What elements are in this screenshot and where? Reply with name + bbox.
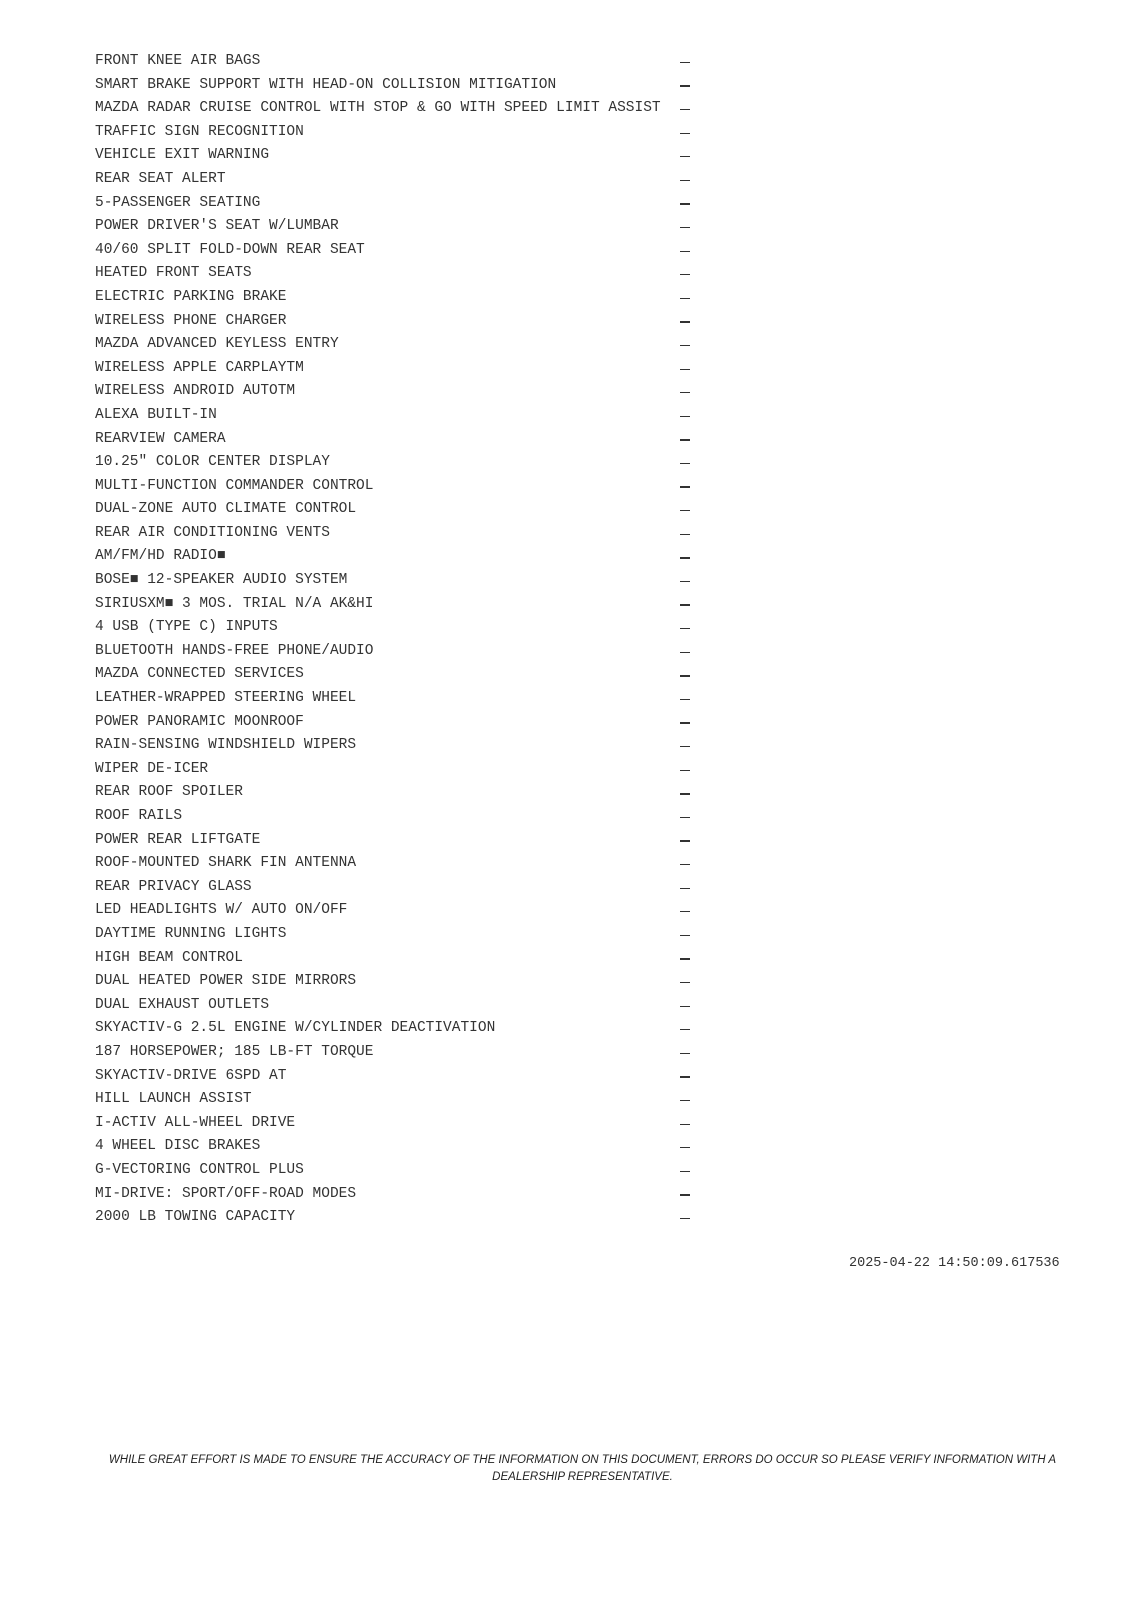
feature-value-dash xyxy=(680,392,690,393)
feature-label: 10.25" COLOR CENTER DISPLAY xyxy=(95,454,330,471)
feature-label: POWER DRIVER'S SEAT W/LUMBAR xyxy=(95,218,339,235)
feature-label: G-VECTORING CONTROL PLUS xyxy=(95,1161,304,1178)
feature-row xyxy=(95,380,695,404)
feature-row xyxy=(95,475,695,499)
feature-row xyxy=(95,215,695,239)
feature-label: ROOF RAILS xyxy=(95,808,183,824)
feature-value-dash xyxy=(680,1100,690,1101)
feature-row xyxy=(95,994,695,1018)
feature-value-dash xyxy=(680,958,690,959)
feature-value-dash xyxy=(680,251,690,252)
feature-row xyxy=(95,663,695,687)
feature-value-dash xyxy=(680,935,690,936)
feature-row xyxy=(95,1017,695,1041)
print-timestamp: 2025-04-22 14:50:09.617536 xyxy=(849,1256,1060,1271)
feature-row xyxy=(95,239,695,263)
feature-value-dash xyxy=(680,510,690,511)
feature-row xyxy=(95,74,695,98)
feature-row xyxy=(95,1135,695,1159)
feature-value-dash xyxy=(680,1053,690,1054)
feature-label: TRAFFIC SIGN RECOGNITION xyxy=(95,123,304,140)
feature-row xyxy=(95,593,695,617)
feature-label: SKYACTIV-G 2.5L ENGINE W/CYLINDER DEACTIVATION xyxy=(95,1020,496,1037)
feature-label: SMART BRAKE SUPPORT WITH HEAD-ON COLLISION MITIGATION xyxy=(95,76,557,93)
feature-label: 4 USB (TYPE C) INPUTS xyxy=(95,619,278,636)
feature-row xyxy=(95,970,695,994)
feature-value-dash xyxy=(680,982,690,983)
feature-row xyxy=(95,545,695,569)
feature-value-dash xyxy=(680,1194,690,1195)
feature-value-dash xyxy=(680,345,690,346)
feature-row xyxy=(95,1088,695,1112)
feature-label: DUAL-ZONE AUTO CLIMATE CONTROL xyxy=(95,501,357,518)
feature-row xyxy=(95,734,695,758)
feature-value-dash xyxy=(680,298,690,299)
feature-label: SIRIUSXM■ 3 MOS. TRIAL N/A AK&HI xyxy=(95,595,374,612)
feature-row xyxy=(95,121,695,145)
feature-value-dash xyxy=(680,840,690,841)
feature-list xyxy=(95,50,695,1230)
feature-value-dash xyxy=(680,1171,690,1172)
feature-label: I-ACTIV ALL-WHEEL DRIVE xyxy=(95,1114,296,1131)
feature-value-dash xyxy=(680,770,690,771)
feature-value-dash xyxy=(680,888,690,889)
feature-label: 187 HORSEPOWER; 185 LB-FT TORQUE xyxy=(95,1043,374,1060)
feature-row xyxy=(95,616,695,640)
feature-row xyxy=(95,333,695,357)
feature-label: BOSE■ 12-SPEAKER AUDIO SYSTEM xyxy=(95,572,348,589)
feature-label: WIPER DE-ICER xyxy=(95,760,209,777)
feature-value-dash xyxy=(680,793,690,794)
feature-label: AM/FM/HD RADIO■ xyxy=(95,548,226,565)
feature-label: ALEXA BUILT-IN xyxy=(95,406,217,423)
feature-row xyxy=(95,404,695,428)
feature-value-dash xyxy=(680,62,690,63)
feature-label: MAZDA ADVANCED KEYLESS ENTRY xyxy=(95,336,339,353)
feature-value-dash xyxy=(680,85,690,86)
feature-row xyxy=(95,947,695,971)
feature-row xyxy=(95,923,695,947)
feature-label: REAR AIR CONDITIONING VENTS xyxy=(95,524,330,541)
feature-value-dash xyxy=(680,817,690,818)
feature-value-dash xyxy=(680,864,690,865)
feature-value-dash xyxy=(680,534,690,535)
feature-value-dash xyxy=(680,1076,690,1077)
feature-row xyxy=(95,829,695,853)
feature-label: REARVIEW CAMERA xyxy=(95,430,226,447)
feature-row xyxy=(95,262,695,286)
feature-value-dash xyxy=(680,1218,690,1219)
feature-row xyxy=(95,899,695,923)
feature-value-dash xyxy=(680,581,690,582)
feature-label: HIGH BEAM CONTROL xyxy=(95,949,243,966)
feature-row xyxy=(95,781,695,805)
feature-label: WIRELESS ANDROID AUTOTM xyxy=(95,383,296,400)
feature-row xyxy=(95,451,695,475)
feature-value-dash xyxy=(680,1029,690,1030)
feature-value-dash xyxy=(680,699,690,700)
feature-label: WIRELESS PHONE CHARGER xyxy=(95,312,287,329)
feature-label: LED HEADLIGHTS W/ AUTO ON/OFF xyxy=(95,902,348,919)
feature-value-dash xyxy=(680,722,690,723)
feature-label: DUAL EXHAUST OUTLETS xyxy=(95,996,270,1013)
feature-row xyxy=(95,310,695,334)
feature-row xyxy=(95,1159,695,1183)
feature-value-dash xyxy=(680,369,690,370)
feature-label: 5-PASSENGER SEATING xyxy=(95,194,261,211)
feature-value-dash xyxy=(680,133,690,134)
feature-label: FRONT KNEE AIR BAGS xyxy=(95,53,261,69)
feature-label: MAZDA RADAR CRUISE CONTROL WITH STOP & GO WITH SPEED LIMIT ASSIST xyxy=(95,100,661,117)
feature-value-dash xyxy=(680,416,690,417)
feature-row xyxy=(95,687,695,711)
feature-value-dash xyxy=(680,652,690,653)
feature-label: MAZDA CONNECTED SERVICES xyxy=(95,666,304,683)
feature-row xyxy=(95,357,695,381)
feature-value-dash xyxy=(680,156,690,157)
feature-label: 2000 LB TOWING CAPACITY xyxy=(95,1209,296,1226)
feature-row xyxy=(95,640,695,664)
feature-row xyxy=(95,1041,695,1065)
feature-label: REAR ROOF SPOILER xyxy=(95,784,243,801)
feature-value-dash xyxy=(680,180,690,181)
feature-value-dash xyxy=(680,203,690,204)
feature-value-dash xyxy=(680,439,690,440)
feature-value-dash xyxy=(680,1124,690,1125)
feature-value-dash xyxy=(680,911,690,912)
feature-label: ELECTRIC PARKING BRAKE xyxy=(95,288,287,305)
feature-label: HILL LAUNCH ASSIST xyxy=(95,1091,252,1108)
feature-row xyxy=(95,192,695,216)
feature-label: REAR SEAT ALERT xyxy=(95,170,226,187)
feature-label: MULTI-FUNCTION COMMANDER CONTROL xyxy=(95,477,374,494)
feature-label: DUAL HEATED POWER SIDE MIRRORS xyxy=(95,973,357,990)
feature-row xyxy=(95,711,695,735)
feature-row xyxy=(95,286,695,310)
feature-label: MI-DRIVE: SPORT/OFF-ROAD MODES xyxy=(95,1185,357,1202)
feature-label: 4 WHEEL DISC BRAKES xyxy=(95,1138,261,1155)
feature-row xyxy=(95,168,695,192)
feature-value-dash xyxy=(680,227,690,228)
feature-row xyxy=(95,97,695,121)
feature-row xyxy=(95,852,695,876)
feature-label: SKYACTIV-DRIVE 6SPD AT xyxy=(95,1067,287,1084)
feature-value-dash xyxy=(680,1147,690,1148)
feature-label: 40/60 SPLIT FOLD-DOWN REAR SEAT xyxy=(95,241,365,258)
feature-label: DAYTIME RUNNING LIGHTS xyxy=(95,925,287,942)
feature-row xyxy=(95,1206,695,1230)
feature-value-dash xyxy=(680,628,690,629)
feature-label: HEATED FRONT SEATS xyxy=(95,265,252,282)
feature-label: WIRELESS APPLE CARPLAYTM xyxy=(95,359,304,376)
feature-label: RAIN-SENSING WINDSHIELD WIPERS xyxy=(95,737,357,754)
feature-label: BLUETOOTH HANDS-FREE PHONE/AUDIO xyxy=(95,642,374,659)
feature-row xyxy=(95,50,695,74)
feature-row xyxy=(95,144,695,168)
feature-value-dash xyxy=(680,463,690,464)
feature-row xyxy=(95,758,695,782)
feature-label: ROOF-MOUNTED SHARK FIN ANTENNA xyxy=(95,855,357,872)
feature-row xyxy=(95,805,695,829)
feature-value-dash xyxy=(680,604,690,605)
feature-row xyxy=(95,1183,695,1207)
feature-label: REAR PRIVACY GLASS xyxy=(95,878,252,895)
feature-value-dash xyxy=(680,557,690,558)
feature-row xyxy=(95,428,695,452)
feature-value-dash xyxy=(680,746,690,747)
feature-label: LEATHER-WRAPPED STEERING WHEEL xyxy=(95,690,357,707)
feature-value-dash xyxy=(680,274,690,275)
accuracy-disclaimer: WHILE GREAT EFFORT IS MADE TO ENSURE THE ACCURACY OF THE INFORMATION ON THIS DOCUMENT, ERRORS DO OCCUR SO PLEASE VERIFY INFORMATION WITH A DEALERSHIP REPRESENTATIVE. xyxy=(108,1454,1057,1483)
feature-label: POWER PANORAMIC MOONROOF xyxy=(95,713,304,730)
feature-value-dash xyxy=(680,1006,690,1007)
feature-row xyxy=(95,876,695,900)
feature-row xyxy=(95,569,695,593)
feature-label: VEHICLE EXIT WARNING xyxy=(95,147,270,164)
feature-row xyxy=(95,498,695,522)
feature-value-dash xyxy=(680,486,690,487)
feature-row xyxy=(95,1112,695,1136)
feature-label: POWER REAR LIFTGATE xyxy=(95,831,261,848)
feature-value-dash xyxy=(680,109,690,110)
feature-row xyxy=(95,1065,695,1089)
feature-value-dash xyxy=(680,321,690,322)
feature-value-dash xyxy=(680,675,690,676)
feature-row xyxy=(95,522,695,546)
